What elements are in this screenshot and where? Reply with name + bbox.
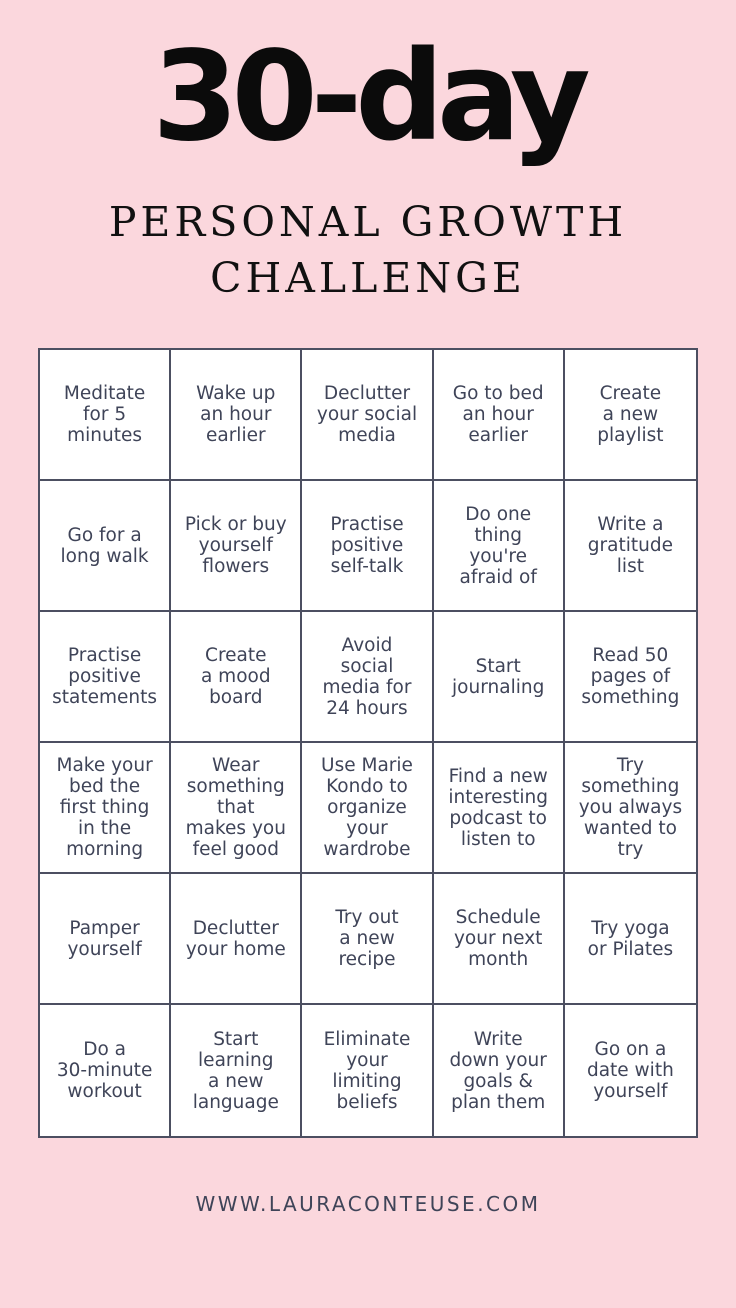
challenge-cell: Declutter your home (171, 874, 302, 1005)
challenge-cell: Declutter your social media (302, 350, 433, 481)
main-title: 30-day (152, 25, 584, 169)
challenge-cell: Start journaling (434, 612, 565, 743)
challenge-cell: Try yoga or Pilates (565, 874, 696, 1005)
website-url: WWW.LAURACONTEUSE.COM (195, 1192, 541, 1216)
challenge-cell: Wake up an hour earlier (171, 350, 302, 481)
challenge-cell: Go for a long walk (40, 481, 171, 612)
challenge-cell: Avoid social media for 24 hours (302, 612, 433, 743)
challenge-cell: Write down your goals & plan them (434, 1005, 565, 1136)
challenge-cell: Try out a new recipe (302, 874, 433, 1005)
challenge-cell: Try something you always wanted to try (565, 743, 696, 874)
challenge-cell: Do a 30-minute workout (40, 1005, 171, 1136)
challenge-cell: Do one thing you're afraid of (434, 481, 565, 612)
challenge-cell: Eliminate your limiting beliefs (302, 1005, 433, 1136)
challenge-cell: Write a gratitude list (565, 481, 696, 612)
challenge-cell: Wear something that makes you feel good (171, 743, 302, 874)
challenge-grid (38, 348, 698, 1138)
challenge-cell: Go on a date with yourself (586, 1039, 674, 1102)
challenge-cell: Pamper yourself (40, 874, 171, 1005)
challenge-cell: Meditate for 5 minutes (40, 350, 171, 481)
subtitle-line-2: CHALLENGE (210, 254, 526, 302)
challenge-cell: Find a new interesting podcast to listen to (434, 743, 565, 874)
challenge-cell: Read 50 pages of something (565, 612, 696, 743)
challenge-cell: Create a mood board (171, 612, 302, 743)
challenge-cell: Pick or buy yourself flowers (171, 481, 302, 612)
challenge-cell: Use Marie Kondo to organize your wardrobe (302, 743, 433, 874)
challenge-cell: Make your bed the first thing in the morning (40, 743, 171, 874)
challenge-cell: Practise positive self-talk (302, 481, 433, 612)
challenge-cell: Start learning a new language (171, 1005, 302, 1136)
challenge-cell: Create a new playlist (565, 350, 696, 481)
challenge-cell: Schedule your next month (434, 874, 565, 1005)
challenge-cell: Practise positive statements (40, 612, 171, 743)
subtitle-line-1: PERSONAL GROWTH (108, 198, 628, 246)
challenge-cell: Go to bed an hour earlier (434, 350, 565, 481)
